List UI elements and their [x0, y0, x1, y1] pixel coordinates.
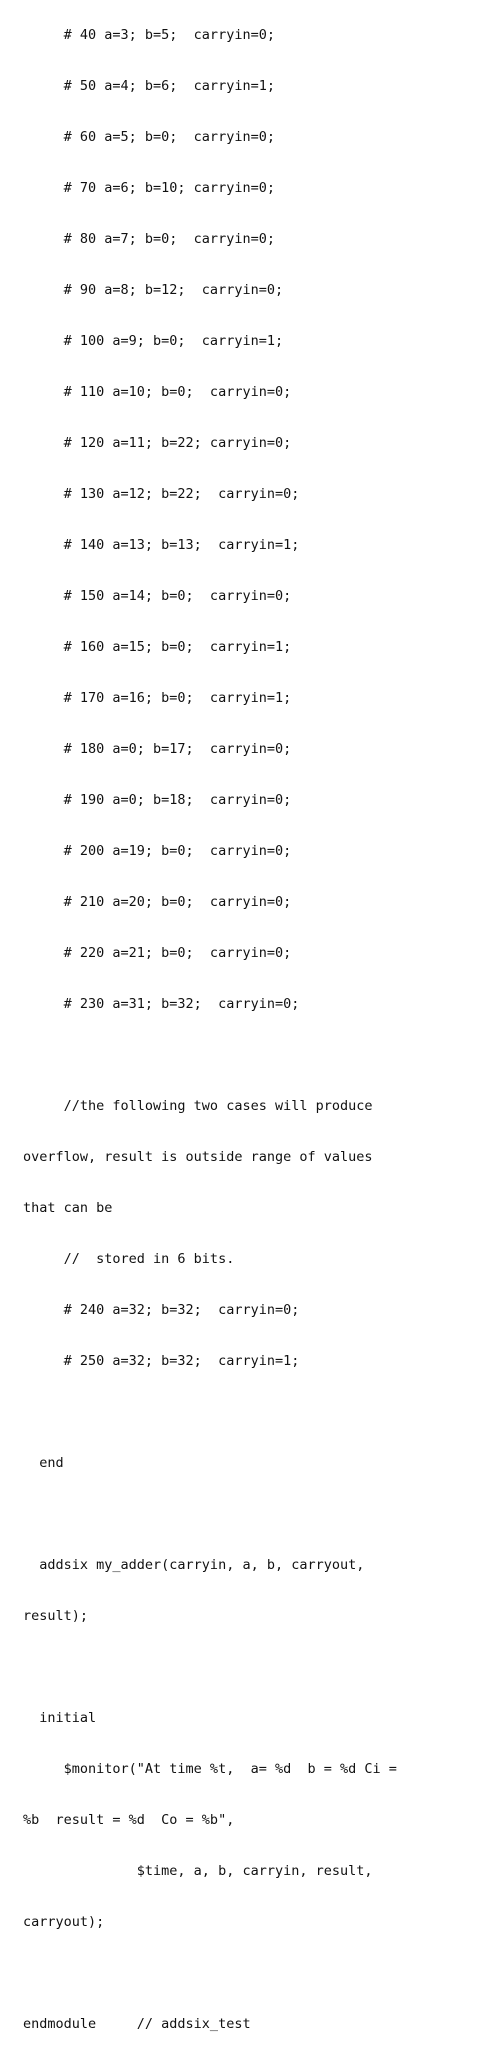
- code-line: result);: [23, 1608, 89, 1624]
- code-line: endmodule // addsix_test: [23, 2016, 251, 2032]
- code-line: # 120 a=11; b=22; carryin=0;: [23, 435, 292, 451]
- code-comment-line: // stored in 6 bits.: [23, 1251, 235, 1267]
- code-line: # 170 a=16; b=0; carryin=1;: [23, 690, 292, 706]
- code-line: # 250 a=32; b=32; carryin=1;: [23, 1353, 300, 1369]
- code-line: # 160 a=15; b=0; carryin=1;: [23, 639, 292, 655]
- code-line: # 220 a=21; b=0; carryin=0;: [23, 945, 292, 961]
- code-line: addsix my_adder(carryin, a, b, carryout,: [23, 1557, 365, 1573]
- code-line: # 80 a=7; b=0; carryin=0;: [23, 231, 275, 247]
- code-line: # 100 a=9; b=0; carryin=1;: [23, 333, 284, 349]
- code-line: initial: [23, 1710, 97, 1726]
- code-line: end: [23, 1455, 64, 1471]
- code-line: [23, 1404, 478, 1421]
- code-line: # 40 a=3; b=5; carryin=0;: [23, 27, 275, 43]
- code-comment-line: //the following two cases will produce: [23, 1098, 373, 1114]
- code-line: # 150 a=14; b=0; carryin=0;: [23, 588, 292, 604]
- code-line: # 210 a=20; b=0; carryin=0;: [23, 894, 292, 910]
- code-line: # 50 a=4; b=6; carryin=1;: [23, 78, 275, 94]
- code-line: [23, 1506, 478, 1523]
- code-line: # 130 a=12; b=22; carryin=0;: [23, 486, 300, 502]
- code-line: # 140 a=13; b=13; carryin=1;: [23, 537, 300, 553]
- code-line: %b result = %d Co = %b",: [23, 1812, 235, 1828]
- code-line: # 180 a=0; b=17; carryin=0;: [23, 741, 292, 757]
- code-line: # 90 a=8; b=12; carryin=0;: [23, 282, 284, 298]
- code-comment-line: that can be: [23, 1200, 113, 1216]
- code-line: $time, a, b, carryin, result,: [23, 1863, 373, 1879]
- code-line: # 60 a=5; b=0; carryin=0;: [23, 129, 275, 145]
- code-line: # 230 a=31; b=32; carryin=0;: [23, 996, 300, 1012]
- code-listing: [23, 0, 478, 2050]
- code-line: [23, 1047, 478, 1064]
- code-line: $monitor("At time %t, a= %d b = %d Ci =: [23, 1761, 397, 1777]
- code-line: # 110 a=10; b=0; carryin=0;: [23, 384, 292, 400]
- code-line: [23, 1965, 478, 1982]
- code-line: # 200 a=19; b=0; carryin=0;: [23, 843, 292, 859]
- code-line: # 190 a=0; b=18; carryin=0;: [23, 792, 292, 808]
- code-line: # 240 a=32; b=32; carryin=0;: [23, 1302, 300, 1318]
- code-comment-line: overflow, result is outside range of values: [23, 1149, 373, 1165]
- code-line: carryout);: [23, 1914, 105, 1930]
- code-line: [23, 1659, 478, 1676]
- code-line: # 70 a=6; b=10; carryin=0;: [23, 180, 275, 196]
